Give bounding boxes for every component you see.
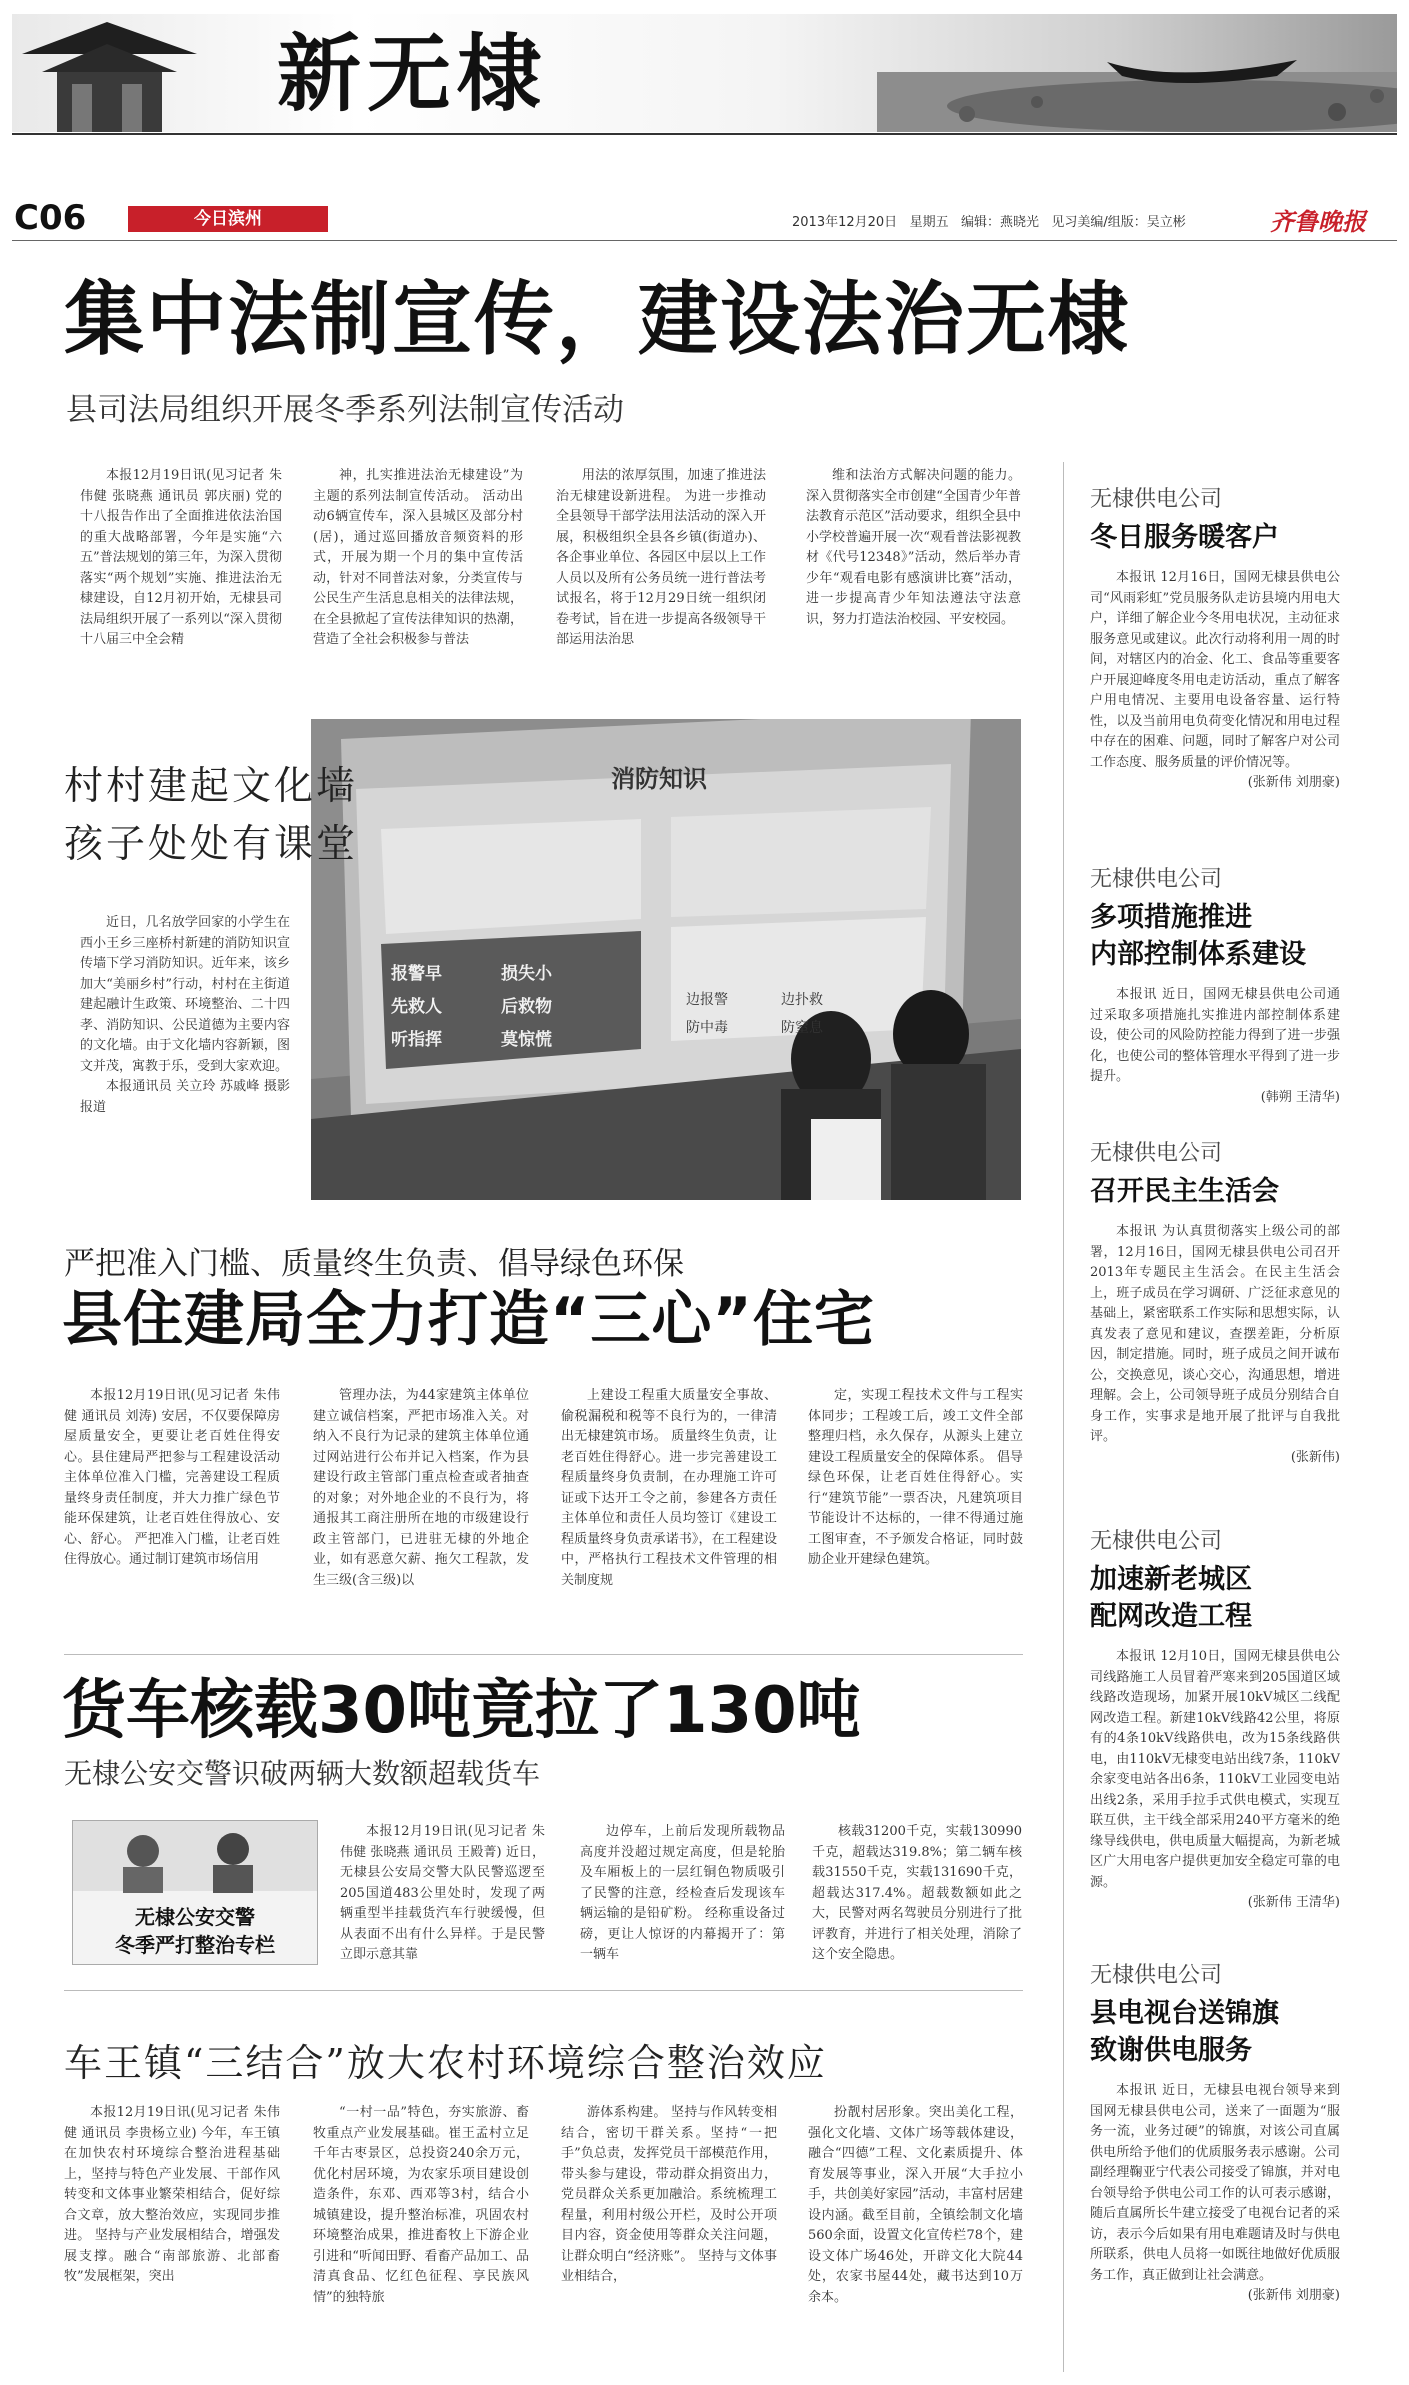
issue-date: 2013年12月20日	[792, 215, 898, 230]
lead-headline: 集中法制宣传，建设法治无棣	[64, 273, 1130, 366]
truck-subhead: 无棣公安交警识破两辆大数额超载货车	[64, 1757, 541, 1790]
village-headline: 车王镇“三结合”放大农村环境综合整治效应	[64, 2041, 827, 2085]
village-col-2: “一村一品”特色，夯实旅游、畜牧重点产业发展基础。崔王孟村立足千年古枣景区，总投资240余万元，优化村居环境，为农家乐项目建设创造条件，东邓、西邓等3村，结合小城镇建设，提升整治标准，巩固农村环境整治成果，推进畜牧上下游企业引进和“听闻田野、看畜产品加工、品清真食品、忆红色征程、享民族风情”的独特旅	[313, 2105, 529, 2305]
sidebar-title: 多项措施推进	[1090, 902, 1252, 933]
sidebar-body: 本报讯 近日，国网无棣县供电公司通过采取多项措施扎实推进内部控制体系建设，使公司的风险防控能力得到了进一步强化，也使公司的整体管理水平得到了进一步提升。 (韩朔 王清华)	[1090, 987, 1340, 1105]
header-divider	[12, 240, 1397, 241]
sidebar-title: 致谢供电服务	[1090, 2035, 1252, 2066]
housing-col-3: 上建设工程重大质量安全事故、偷税漏税和税等不良行为的，一律清出无棣建筑市场。 质量终生负责，让老百姓住得舒心。进一步完善建设工程质量终身负责制，在办理施工许可证或下达开工令之前，参建各方责任主体单位和责任人员均签订《建设工程质量终身负责承诺书》，在工程建设中，严格执行工程技术文件管理的相关制度规	[561, 1388, 777, 1588]
wall-slogan: 防窒息	[781, 1020, 823, 1036]
housing-col-1: 本报12月19日讯(见习记者 朱伟健 通讯员 刘涛) 安居，不仅要保障房屋质量安全，更要让老百姓住得安心。县住建局严把参与工程建设活动主体单位准入门槛，完善建设工程质量终身责任制度，并大力推广绿色节能环保建筑，让老百姓住得放心、安心、舒心。 严把准入门槛，让老百姓住得放心。通过制订建筑市场信用	[64, 1388, 280, 1567]
sidebar-category: 无棣供电公司	[1090, 1141, 1223, 1166]
sidebar-title: 加速新老城区	[1090, 1564, 1252, 1595]
truck-col-3: 核载31200千克，实载130990千克，超载达319.8%；第二辆车核载31550千克，实载131690千克，超载达317.4%。超载数额如此之大，民警对两名驾驶员分别进行了批评教育，并进行了相关处理，消除了这个安全隐患。	[812, 1824, 1022, 1962]
wall-slogan: 莫惊慌	[501, 1030, 552, 1050]
lead-col-1: 本报12月19日讯(见习记者 朱伟健 张晓燕 通讯员 郭庆丽) 党的十八报告作出了全面推进依法治国的重大战略部署，今年是实施“六五”普法规划的第三年，为深入贯彻落实“两个规划”实施、推进法治无棣建设，自12月初开始，无棣县司法局组织开展了一系列以“深入贯彻十八届三中全会精	[80, 468, 282, 647]
sidebar-title: 召开民主生活会	[1090, 1176, 1279, 1207]
wall-banner-title: 消防知识	[611, 765, 707, 793]
sidebar-title: 冬日服务暖客户	[1090, 522, 1279, 553]
traffic-police-column-logo	[72, 1820, 318, 1965]
wall-slogan: 防中毒	[686, 1020, 728, 1036]
issue-editor: 编辑：燕晓光	[961, 215, 1040, 230]
sidebar-divider	[1063, 462, 1064, 2372]
sidebar-title: 配网改造工程	[1090, 1601, 1252, 1632]
truck-headline: 货车核载30吨竟拉了130吨	[62, 1674, 861, 1748]
wall-slogan: 损失小	[501, 964, 552, 984]
wall-slogan: 先救人	[391, 997, 442, 1017]
wall-slogan: 报警早	[391, 964, 442, 984]
logo-line-1: 无棣公安交警	[135, 1905, 255, 1929]
lead-subhead: 县司法局组织开展冬季系列法制宣传活动	[66, 392, 624, 428]
photo-story-title	[64, 758, 358, 874]
housing-headline: 县住建局全力打造“三心”住宅	[62, 1285, 875, 1355]
sidebar-body: 本报讯 12月16日，国网无棣县供电公司“风雨彩虹”党员服务队走访县境内用电大户，详细了解企业今冬用电状况，主动征求服务意见或建议。此次行动将利用一周的时间，对辖区内的冶金、化工、食品等重要客户开展迎峰度冬用电走访活动，重点了解客户用电情况、主要用电设备容量、运行特性，以及当前用电负荷变化情况和用电过程中存在的困难、问题，同时了解客户对公司工作态度、服务质量的评价情况等。 (张新伟 刘朋豪)	[1090, 570, 1340, 790]
village-col-1: 本报12月19日讯(见习记者 朱伟健 通讯员 李贵杨立业) 今年，车王镇在加快农村环境综合整治进程基础上，坚持与特色产业发展、干部作风转变和文体事业繁荣相结合，促好综合文章，放大整治效应，实现同步推进。 坚持与产业发展相结合，增强发展支撑。融合“南部旅游、北部畜牧”发展框架，突出	[64, 2105, 280, 2284]
section-divider	[64, 1990, 1023, 1991]
truck-col-2: 边停车，上前后发现所载物品高度并没超过规定高度，但是轮胎及车厢板上的一层红铜色物质吸引了民警的注意，经检查后发现该车辆运输的是铅矿粉。 经称重设备过磅，更让人惊讶的内幕揭开了：第一辆车	[580, 1824, 785, 1962]
sidebar-category: 无棣供电公司	[1090, 1963, 1223, 1988]
sidebar-item	[1090, 862, 1340, 1109]
lead-col-2: 神，扎实推进法治无棣建设”为主题的系列法制宣传活动。 活动出动6辆宣传车，深入县城区及部分村(居)，通过巡回播放音频资料的形式，开展为期一个月的集中宣传活动，针对不同普法对象，分类宣传与公民生产生活息息相关的法律法规，在全县掀起了宣传法律知识的热潮，营造了全社会积极参与普法	[313, 468, 523, 647]
housing-col-2: 管理办法，为44家建筑主体单位建立诚信档案，严把市场准入关。对纳入不良行为记录的建筑主体单位通过网站进行公布并记入档案，作为县建设行政主管部门重点检查或者抽查的对象；对外地企业的不良行为，将通报其工商注册所在地的市级建设行政主管部门，已进驻无棣的外地企业，如有恶意欠薪、拖欠工程款，发生三级(含三级)以	[313, 1388, 529, 1588]
masthead-banner	[12, 14, 1397, 132]
sidebar-title: 县电视台送锦旗	[1090, 1998, 1279, 2029]
pavilion-illustration	[12, 14, 212, 132]
culture-wall-photo	[311, 719, 1021, 1200]
section-divider	[64, 1654, 1023, 1655]
boat-on-beach-illustration	[877, 14, 1397, 132]
sidebar-item	[1090, 1958, 1340, 2385]
sidebar-item	[1090, 1524, 1340, 1955]
sidebar-category: 无棣供电公司	[1090, 1529, 1223, 1554]
wall-slogan: 边报警	[686, 992, 728, 1008]
masthead-divider	[12, 133, 1397, 135]
sidebar-body: 本报讯 为认真贯彻落实上级公司的部署，12月16日，国网无棣县供电公司召开2013年专题民主生活会。在民主生活会上，班子成员在学习调研、广泛征求意见的基础上，紧密联系工作实际和思想实际，认真发表了意见和建议，查摆差距，分析原因，制定措施。同时，班子成员之间开诚布公，交换意见，谈心交心，沟通思想，增进理解。会上，公司领导班子成员分别结合自身工作，实事求是地开展了批评与自我批评。 (张新伟)	[1090, 1224, 1340, 1465]
lead-col-3: 用法的浓厚氛围，加速了推进法治无棣建设新进程。 为进一步推动全县领导干部学法用法活动的深入开展，积极组织全县各乡镇(街道办)、各企事业单位、各园区中层以上工作人员以及所有公务员统一进行普法考试报名，将于12月29日统一组织闭卷考试，旨在进一步提高各级领导干部运用法治思	[556, 468, 766, 647]
village-col-3: 游体系构建。 坚持与作风转变相结合，密切干群关系。坚持“一把手”负总责，发挥党员干部模范作用，带头参与建设，带动群众捐资出力，党员群众关系更加融洽。系统梳理工程量，利用村级公开栏，及时公开项目内容，资金使用等群众关注问题，让群众明白“经济账”。 坚持与文体事业相结合，	[561, 2105, 777, 2284]
column-tag: 今日滨州	[128, 206, 328, 232]
lead-col-4: 维和法治方式解决问题的能力。 深入贯彻落实全市创建“全国青少年普法教育示范区”活动要求，组织全县中小学校普遍开展一次“观看普法影视教材《代号12348》”活动，然后举办青少年“观看电影有感演讲比赛”活动，进一步提高青少年知法遵法守法意识，努力打造法治校园、平安校园。	[806, 468, 1021, 627]
wall-slogan: 后救物	[501, 997, 552, 1017]
wall-slogan: 边扑救	[781, 992, 823, 1008]
truck-col-1: 本报12月19日讯(见习记者 朱伟健 张晓燕 通讯员 王殿菁) 近日，无棣县公安局交警大队民警巡逻至205国道483公里处时，发现了两辆重型半挂载货汽车行驶缓慢，但从表面不出有什么异样。于是民警立即示意其靠	[340, 1824, 545, 1962]
issue-info	[792, 211, 1186, 230]
sidebar-title: 内部控制体系建设	[1090, 939, 1306, 970]
issue-weekday: 星期五	[909, 215, 949, 230]
issue-staff: 见习美编/组版：吴立彬	[1051, 215, 1186, 230]
sidebar-body: 本报讯 近日，无棣县电视台领导来到国网无棣县供电公司，送来了一面题为“服务一流，业务过硬”的锦旗，对该公司直属供电所给予他们的优质服务表示感谢。公司副经理鞠亚宁代表公司接受了锦旗，并对电台领导给予供电公司工作的认可表示感谢，随后直属所长牛建立接受了电视台记者的采访，表示今后如果有用电难题请及时与供电所联系，供电人员将一如既往地做好优质服务工作，真正做到让社会满意。 (张新伟 刘朋豪)	[1090, 2083, 1340, 2303]
sidebar-category: 无棣供电公司	[1090, 867, 1223, 892]
sidebar-category: 无棣供电公司	[1090, 487, 1223, 512]
housing-col-4: 定，实现工程技术文件与工程实体同步；工程竣工后，竣工文件全部整理归档，永久保存，从源头上建立建设工程质量安全的保障体系。 倡导绿色环保，让老百姓住得舒心。实行“建筑节能”一票否决，凡建筑项目节能设计不达标的，一律不得通过施工图审查，不予颁发合格证，同时鼓励企业开建绿色建筑。	[808, 1388, 1023, 1567]
sidebar-body: 本报讯 12月10日，国网无棣县供电公司线路施工人员冒着严寒来到205国道区域线路改造现场，加紧开展10kV城区二线配网改造工程。新建10kV线路42公里，将原有的4条10kV线路供电，改为15条线路供电，由110kV无棣变电站出线7条，110kV余家变电站各出6条，110kV工业园变电站出线2条，采用手拉手式供电模式，实现互联互供，主干线全部采用240平方毫米的绝缘导线供电，供电质量大幅提高，为新老城区广大用电客户提供更加安全稳定可靠的电源。 (张新伟 王清华)	[1090, 1649, 1340, 1910]
village-col-4: 扮靓村居形象。突出美化工程，强化文化墙、文体广场等载体建设，融合“四德”工程、文化素质提升、体育发展等事业，深入开展“大手拉小手，共创美好家园”活动，丰富村居建设内涵。截至目前，全镇绘制文化墙560余面，设置文化宣传栏78个，建设文体广场46处，开辟文化大院44处，农家书屋44处，藏书达到10万余本。	[808, 2105, 1023, 2305]
sidebar-item	[1090, 1136, 1340, 1530]
photo-story-title-line-2: 孩子处处有课堂	[64, 822, 359, 867]
page-number: C06	[14, 198, 87, 238]
wall-slogan-grid-right	[686, 989, 876, 1037]
wall-slogan-grid	[391, 959, 611, 1050]
logo-line-2: 冬季严打整治专栏	[115, 1933, 275, 1957]
housing-kicker: 严把准入门槛、质量终生负责、倡导绿色环保	[64, 1246, 684, 1282]
paper-logo: 齐鲁晚报	[1270, 207, 1366, 236]
wall-slogan: 听指挥	[391, 1030, 442, 1050]
photo-story-title-line-1: 村村建起文化墙	[64, 764, 359, 809]
photo-story-body: 近日，几名放学回家的小学生在西小王乡三座桥村新建的消防知识宣传墙下学习消防知识。近年来，该乡加大“美丽乡村”行动，村村在主街道建起融计生政策、环境整治、二十四孝、消防知识、公民道德为主要内容的文化墙。由于文化墙内容新颖，图文并茂，寓教于乐，受到大家欢迎。 本报通讯员 关立玲 苏戚峰 摄影报道	[80, 915, 290, 1115]
sidebar-item	[1090, 482, 1340, 830]
section-title: 新无棣	[277, 25, 548, 123]
